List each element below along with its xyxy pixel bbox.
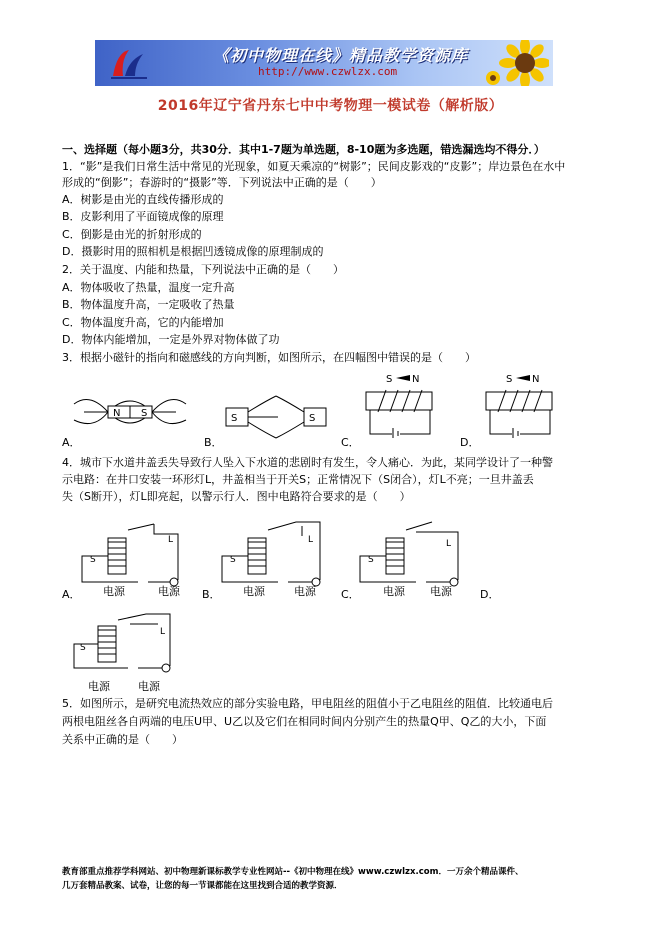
q4-stem-line3: 失（S断开），灯L即亮起，以警示行人．图中电路符合要求的是（ ）	[62, 490, 411, 503]
q1-stem-line1: 1．“影”是我们日常生活中常见的光现象，如夏天乘凉的“树影”；民间皮影戏的“皮影”；岸边景色在水中	[62, 160, 566, 173]
q1-option-b: B．皮影利用了平面镜成像的原理	[62, 210, 224, 223]
q3-figure-b	[220, 396, 330, 436]
q2-stem: 2．关于温度、内能和热量，下列说法中正确的是（ ）	[62, 263, 344, 276]
header-banner	[95, 40, 553, 86]
q4-label-c: C．	[341, 588, 360, 601]
magnet-s-label: S	[141, 408, 148, 419]
footer-line2: 几万套精品教案、试卷，让您的每一节课都能在这里找到合适的教学资源．	[62, 881, 343, 891]
svg-text:S: S	[80, 643, 86, 653]
q3-label-c: C．	[341, 436, 360, 449]
site-logo-icon	[109, 46, 149, 82]
svg-text:S: S	[309, 413, 316, 424]
q3-figure-a	[80, 382, 180, 442]
svg-text:S: S	[90, 555, 96, 565]
svg-text:N: N	[532, 374, 540, 385]
q1-option-a: A．树影是由光的直线传播形成的	[62, 193, 224, 206]
svg-text:N: N	[412, 374, 420, 385]
q2-option-b: B．物体温度升高，一定吸收了热量	[62, 298, 235, 311]
q2-option-a: A．物体吸收了热量，温度一定升高	[62, 281, 235, 294]
sunflower-icon	[485, 40, 549, 86]
svg-text:S: S	[368, 555, 374, 565]
q4-a-power-2: 电源	[158, 585, 180, 598]
svg-text:S: S	[506, 374, 513, 385]
q5-stem-line3: 关系中正确的是（ ）	[62, 733, 183, 746]
q3-label-d: D．	[460, 436, 480, 449]
q4-stem-line1: 4．城市下水道井盖丢失导致行人坠入下水道的悲剧时有发生，令人痛心．为此，某同学设计了一种警	[62, 456, 553, 469]
q1-option-d: D．摄影时用的照相机是根据凹透镜成像的原理制成的	[62, 245, 324, 258]
svg-text:L: L	[168, 535, 174, 545]
q4-label-b: B．	[202, 588, 221, 601]
section-heading: 一、选择题（每小题3分，共30分．其中1-7题为单选题，8-10题为多选题，错选漏选均不得分．）	[62, 143, 545, 156]
q4-b-power-1: 电源	[243, 585, 265, 598]
q4-stem-line2: 示电路：在井口安装一环形灯L，井盖相当于开关S；正常情况下（S闭合），灯L不亮；一旦井盖丢	[62, 473, 534, 486]
svg-text:S: S	[386, 374, 393, 385]
q3-stem: 3．根据小磁针的指向和磁感线的方向判断，如图所示，在四幅图中错误的是（ ）	[62, 351, 476, 364]
q4-c-power-2: 电源	[430, 585, 452, 598]
q2-option-c: C．物体温度升高，它的内能增加	[62, 316, 224, 329]
svg-text:S: S	[231, 413, 238, 424]
banner-brand: 《初中物理在线》精品教学资源库	[213, 46, 469, 65]
page-title: 2016年辽宁省丹东七中中考物理一模试卷（解析版）	[157, 98, 504, 114]
q4-circuit-d	[70, 610, 182, 688]
svg-text:S: S	[230, 555, 236, 565]
q4-a-power-1: 电源	[103, 585, 125, 598]
q5-stem-line1: 5．如图所示，是研究电流热效应的部分实验电路，甲电阻丝的阻值小于乙电阻丝的阻值．比较通电后	[62, 697, 553, 710]
svg-text:L: L	[160, 627, 166, 637]
q1-stem-line2: 形成的“倒影”；春游时的“摄影”等．下列说法中正确的是（ ）	[62, 176, 382, 189]
q1-option-c: C．倒影是由光的折射形成的	[62, 228, 202, 241]
q4-d-power-2: 电源	[138, 680, 160, 693]
q4-d-power-1: 电源	[88, 680, 110, 693]
magnet-n-label: N	[113, 408, 121, 419]
svg-text:L: L	[446, 539, 452, 549]
q5-stem-line2: 两根电阻丝各自两端的电压U甲、U乙以及它们在相同时间内分别产生的热量Q甲、Q乙的大小，下面	[62, 715, 547, 728]
q2-option-d: D．物体内能增加，一定是外界对物体做了功	[62, 333, 280, 346]
q3-label-b: B．	[204, 436, 223, 449]
q3-label-a: A．	[62, 436, 81, 449]
q3-figure-c	[360, 372, 440, 438]
svg-text:L: L	[308, 535, 314, 545]
q4-b-power-2: 电源	[294, 585, 316, 598]
q4-label-a: A．	[62, 588, 81, 601]
q3-figure-d	[480, 372, 560, 438]
banner-url[interactable]: http://www.czwlzx.com	[258, 65, 398, 78]
footer-line1: 教育部重点推荐学科网站、初中物理新课标教学专业性网站--《初中物理在线》www.czwlzx.com．一万余个精品课件、	[62, 867, 524, 877]
q4-label-d: D．	[480, 588, 500, 601]
q4-c-power-1: 电源	[383, 585, 405, 598]
